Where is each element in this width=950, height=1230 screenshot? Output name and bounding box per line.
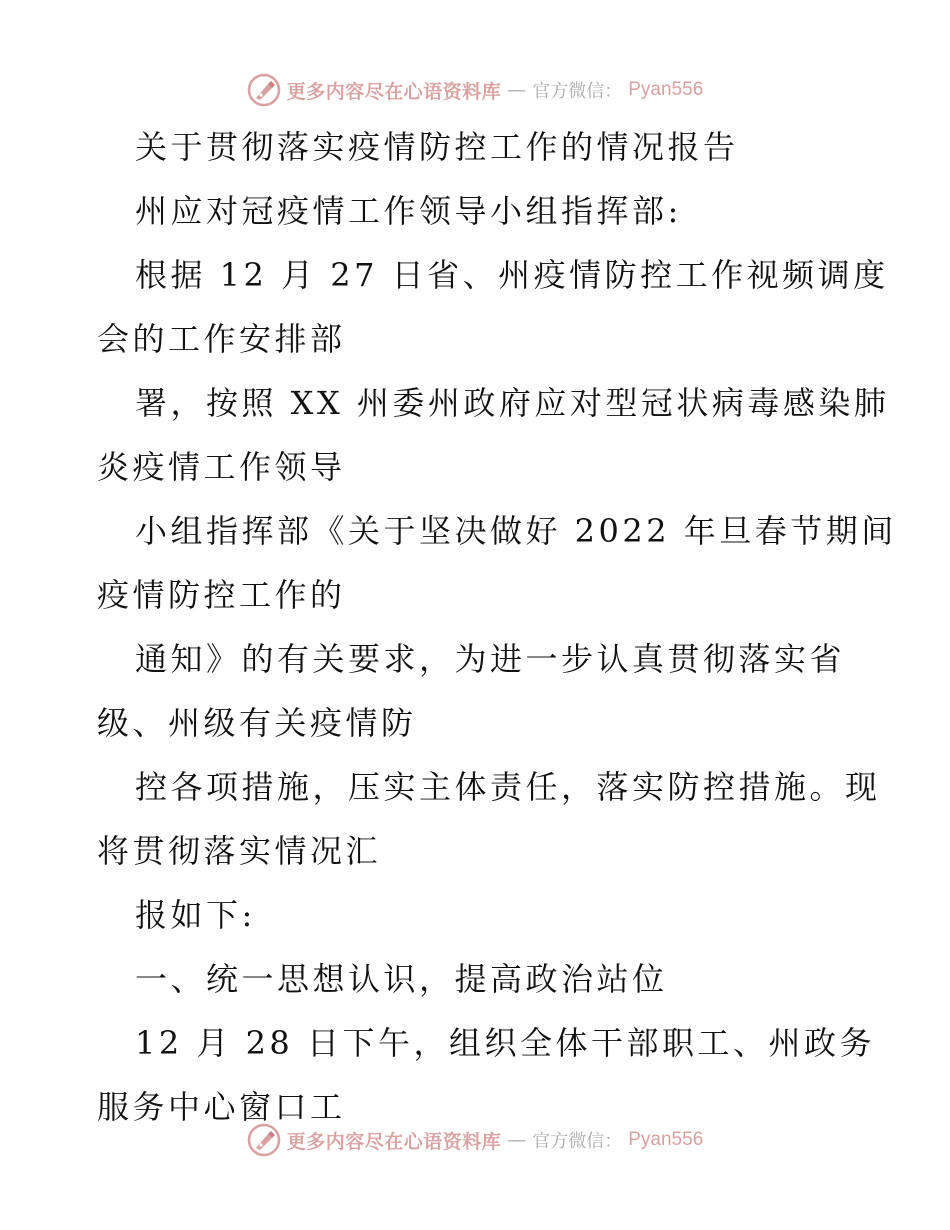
document-recipient: 州应对冠疫情工作领导小组指挥部: xyxy=(135,192,682,230)
watermark-header xyxy=(0,70,950,110)
document-title: 关于贯彻落实疫情防控工作的情况报告 xyxy=(135,128,739,166)
paragraph-line: 将贯彻落实情况汇 xyxy=(97,832,382,870)
paragraph-line: 署，按照 XX 州委州政府应对型冠状病毒感染肺 xyxy=(135,384,890,422)
paragraph-line: 通知》的有关要求，为进一步认真贯彻落实省 xyxy=(135,640,846,678)
pen-nib-logo-icon xyxy=(247,73,281,107)
watermark-dash: — xyxy=(507,1129,527,1151)
pen-nib-logo-icon xyxy=(247,1123,281,1157)
watermark-label: 官方微信： xyxy=(532,1131,623,1152)
paragraph-line: 会的工作安排部 xyxy=(97,320,346,358)
watermark-wechat-id: Pyan556 xyxy=(628,1129,704,1150)
document-body xyxy=(97,115,897,1139)
paragraph-line: 根据 12 月 27 日省、州疫情防控工作视频调度 xyxy=(135,256,889,294)
watermark-footer xyxy=(0,1120,950,1160)
watermark-text: 更多内容尽在心语资料库 xyxy=(286,1130,502,1153)
paragraph-line: 控各项措施，压实主体责任，落实防控措施。现 xyxy=(135,768,881,806)
paragraph-line: 12 月 28 日下午，组织全体干部职工、州政务 xyxy=(135,1024,875,1062)
paragraph-line: 级、州级有关疫情防 xyxy=(97,704,417,742)
watermark-text: 更多内容尽在心语资料库 xyxy=(286,80,502,103)
watermark-label: 官方微信： xyxy=(532,81,623,102)
paragraph-line: 报如下: xyxy=(135,896,256,934)
section-heading: 一、统一思想认识，提高政治站位 xyxy=(135,960,668,998)
paragraph-line: 炎疫情工作领导 xyxy=(97,448,346,486)
paragraph-line: 疫情防控工作的 xyxy=(97,576,346,614)
paragraph-line: 服务中心窗口工 xyxy=(97,1088,346,1126)
watermark-dash: — xyxy=(507,79,527,101)
paragraph-line: 小组指挥部《关于坚决做好 2022 年旦春节期间 xyxy=(135,512,897,550)
watermark-wechat-id: Pyan556 xyxy=(628,79,704,100)
